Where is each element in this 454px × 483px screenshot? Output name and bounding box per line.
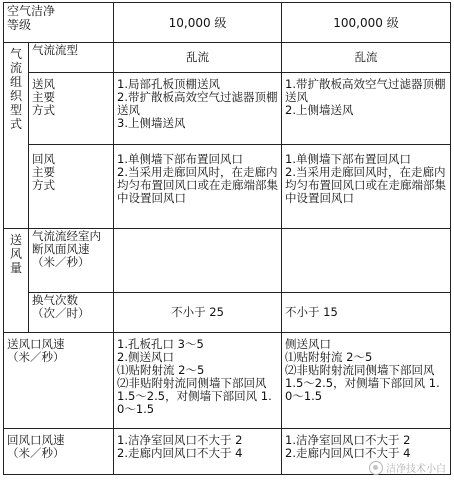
section-velocity-a-cell [114, 229, 282, 293]
return-outlet-label: 回风口风速 （米／秒） [7, 433, 65, 460]
return-method-b-cell [282, 145, 451, 229]
grade-a-cell [114, 3, 282, 43]
supply-method-b-cell [282, 73, 451, 145]
airflow-type-a: 乱流 [186, 50, 210, 64]
return-method-label: 回风 主要 方式 [32, 152, 55, 192]
watermark-text: 洁净技术小白 [386, 464, 446, 475]
supply-outlet-row [4, 333, 451, 429]
air-changes-label: 换气次数 （次／时） [32, 293, 90, 320]
supply-method-label-cell [29, 73, 114, 145]
watermark [369, 460, 446, 475]
air-changes-row [4, 293, 451, 333]
grade-label-cell [4, 3, 114, 43]
supply-outlet-label-cell [4, 333, 114, 429]
air-changes-label-cell [29, 293, 114, 333]
supply-volume-label: 送风量 [9, 233, 22, 275]
return-outlet-a: 1.洁净室回风口不大于 2 2.走廊内回风口不大于 4 [117, 433, 243, 460]
return-method-label-cell [29, 145, 114, 229]
supply-outlet-b: 侧送风口 ⑴贴附射流 2～5 ⑵非贴附射流同侧墙下部回风 1.5～2.5，对侧墙下部回风 1.0～1.5 [285, 337, 440, 403]
section-velocity-b-cell [282, 229, 451, 293]
grade-b-label: 100,000 级 [333, 15, 399, 30]
grade-label: 空气洁净 等级 [7, 4, 56, 32]
return-method-a: 1.单侧墙下部布置回风口 2.当采用走廊回风时，在走廊内均匀布置回风口或在走廊端部集中设置回风口 [117, 152, 279, 205]
return-method-b: 1.单侧墙下部布置回风口 2.当采用走廊回风时，在走廊内均匀布置回风口或在走廊端部集中设置回风口 [285, 152, 447, 205]
supply-method-a: 1.局部孔板顶棚送风 2.带扩散板高效空气过滤器顶棚送风 3.上侧墙送风 [117, 77, 278, 130]
grade-b-cell [282, 3, 451, 43]
section-velocity-label: 气流流经室内断风面风速 （米／秒） [32, 229, 101, 269]
airflow-type-b-cell [282, 43, 451, 73]
section-velocity-label-cell [29, 229, 114, 293]
airflow-org-label: 气流组织型式 [9, 47, 22, 131]
supply-method-row [4, 73, 451, 145]
header-row [4, 3, 451, 43]
cleanroom-parameter-table [3, 2, 451, 475]
supply-outlet-a-cell [114, 333, 282, 429]
supply-volume-label-cell [4, 229, 29, 333]
supply-outlet-a: 1.孔板孔口 3～5 2.侧送风口 ⑴贴附射流 2～5 ⑵非贴附射流同侧墙下部回风 1.5～2.5，对侧墙下部回风 1.0～1.5 [117, 337, 272, 416]
airflow-type-a-cell [114, 43, 282, 73]
return-outlet-a-cell [114, 429, 282, 475]
supply-method-b: 1.带扩散板高效空气过滤器顶棚送风 2.上侧墙送风 [285, 77, 446, 117]
cleanroom-parameter-table-container [3, 2, 450, 478]
airflow-type-b: 乱流 [354, 50, 378, 64]
air-changes-a: 不小于 25 [171, 305, 224, 319]
airflow-org-label-cell [4, 43, 29, 229]
air-changes-a-cell [114, 293, 282, 333]
return-outlet-b: 1.洁净室回风口不大于 2 2.走廊内回风口不大于 4 [285, 433, 411, 460]
airflow-type-label-cell [29, 43, 114, 73]
supply-method-label: 送风 主要 方式 [32, 77, 55, 117]
return-method-row [4, 145, 451, 229]
airflow-type-label: 气流流型 [32, 43, 78, 57]
air-changes-b-cell [282, 293, 451, 333]
supply-method-a-cell [114, 73, 282, 145]
section-velocity-row [4, 229, 451, 293]
supply-outlet-b-cell [282, 333, 451, 429]
return-method-a-cell [114, 145, 282, 229]
wechat-logo-icon [369, 461, 383, 475]
air-changes-b: 不小于 15 [285, 305, 338, 319]
airflow-type-row [4, 43, 451, 73]
return-outlet-label-cell [4, 429, 114, 475]
grade-a-label: 10,000 级 [168, 15, 227, 30]
supply-outlet-label: 送风口风速 （米／秒） [7, 337, 65, 364]
